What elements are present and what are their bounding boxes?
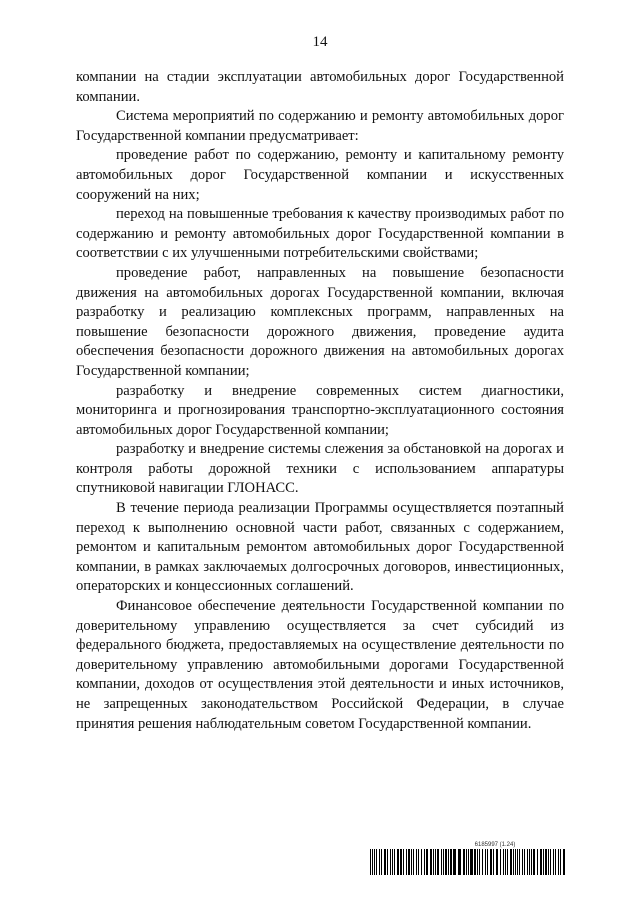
barcode-bar: [463, 849, 465, 875]
barcode-bar: [443, 849, 444, 875]
barcode-bar: [533, 849, 535, 875]
barcode-bar: [555, 849, 556, 875]
paragraph-2: проведение работ по содержанию, ремонту и капитальному ремонту автомобильных дорог Государственной компании и искусственных сооружений на них;: [76, 147, 564, 203]
barcode-bar: [558, 849, 559, 875]
document-code: 6185997 (1.24): [474, 842, 516, 848]
barcode-bar: [376, 849, 377, 875]
barcode-bar: [500, 849, 501, 875]
barcode-bar: [424, 849, 425, 875]
barcode-bar: [370, 849, 371, 875]
barcode-bar: [411, 849, 412, 875]
barcode-bar: [477, 849, 478, 875]
barcode-bar: [413, 849, 414, 875]
page-number: 14: [312, 34, 328, 50]
barcode-bar: [390, 849, 391, 875]
barcode-bar: [430, 849, 432, 875]
barcode-bar: [548, 849, 549, 875]
barcode-bar: [474, 849, 476, 875]
barcode-bar: [416, 849, 417, 875]
barcode-bar: [392, 849, 393, 875]
barcode-bar: [453, 849, 456, 875]
barcode-bar: [543, 849, 544, 875]
barcode-bar: [403, 849, 404, 875]
barcode-bar: [545, 849, 547, 875]
barcode-bar: [441, 849, 442, 875]
barcode-bar: [531, 849, 532, 875]
barcode-bar: [553, 849, 554, 875]
barcode-bar: [540, 849, 542, 875]
barcode-bar: [527, 849, 528, 875]
barcode-bar: [485, 849, 486, 875]
barcode-bar: [384, 849, 386, 875]
barcode-bar: [418, 849, 419, 875]
paragraph-3: переход на повышенные требования к качеству производимых работ по содержанию и ремонту автомобильных дорог Государственной компании в соответствии с их улучшенными потребительскими свойствами;: [76, 206, 564, 262]
barcode-bar: [437, 849, 439, 875]
barcode-bar: [435, 849, 436, 875]
barcode-bar: [524, 849, 525, 875]
barcode-bar: [493, 849, 494, 875]
barcode-bar: [510, 849, 512, 875]
barcode-bar: [550, 849, 551, 875]
barcode-bar: [387, 849, 388, 875]
barcode-bar: [445, 849, 447, 875]
barcode-bar: [421, 849, 422, 875]
barcode-bar: [519, 849, 520, 875]
barcode-bar: [487, 849, 488, 875]
barcode-bar: [529, 849, 530, 875]
barcode-bar: [408, 849, 410, 875]
barcode-bar: [468, 849, 469, 875]
barcode-bar: [479, 849, 480, 875]
barcode-bar: [394, 849, 395, 875]
barcode-bar: [517, 849, 518, 875]
barcode-bar: [466, 849, 467, 875]
barcode-bar: [522, 849, 523, 875]
barcode-bar: [470, 849, 473, 875]
barcode-bar: [563, 849, 565, 875]
paragraph-5: разработку и внедрение современных систем диагностики, мониторинга и прогнозирования транспортно-эксплуатационного состояния автомобильных дорог Государственной компании;: [76, 382, 564, 438]
barcode-bar: [505, 849, 506, 875]
barcode-bar: [381, 849, 382, 875]
barcode-image: [370, 849, 566, 875]
barcode-bar: [513, 849, 514, 875]
barcode-bar: [397, 849, 399, 875]
barcode-bar: [448, 849, 449, 875]
barcode-bar: [426, 849, 428, 875]
barcode-bar: [379, 849, 380, 875]
barcode-bar: [372, 849, 373, 875]
barcode-bar: [507, 849, 508, 875]
paragraph-8: Финансовое обеспечение деятельности Государственной компании по доверительному управлению осуществляется за счет субсидий из федерального бюджета, предоставляемых на осуществление деятельности по доверительному управлению автомобильными дорогами Государственной компании, доходов от осуществления этой деятельности и иных источников, не запрещенных законодательством Российской Федерации, в случае принятия решения наблюдательным советом Государственной компании.: [76, 598, 564, 732]
barcode-bar: [374, 849, 375, 875]
barcode-bar: [560, 849, 561, 875]
barcode-bar: [496, 849, 498, 875]
barcode-bar: [458, 849, 461, 875]
barcode-bar: [406, 849, 407, 875]
paragraph-4: проведение работ, направленных на повышение безопасности движения на автомобильных дорогах Государственной компании, включая разработку и реализацию комплексных программ, направленных на повышение безопасности дорожного движения, проведение аудита обеспечения безопасности дорожного движения на автомобильных дорогах Государственной компании;: [76, 264, 564, 379]
barcode-bar: [482, 849, 483, 875]
barcode-bar: [400, 849, 402, 875]
paragraph-1: Система мероприятий по содержанию и ремонту автомобильных дорог Государственной компании предусматривает:: [76, 108, 564, 144]
barcode-bar: [450, 849, 452, 875]
barcode-bar: [433, 849, 434, 875]
barcode-bar: [537, 849, 538, 875]
barcode-bar: [503, 849, 504, 875]
paragraph-6: разработку и внедрение системы слежения за обстановкой на дорогах и контроля работы дорожной техники с использованием аппаратуры спутниковой навигации ГЛОНАСС.: [76, 441, 564, 497]
barcode-bar: [490, 849, 492, 875]
paragraph-7: В течение периода реализации Программы осуществляется поэтапный переход к выполнению основной части работ, связанных с содержанием, ремонтом и капитальным ремонтом автомобильных дорог Государственной компании, в рамках заключаемых долгосрочных договоров, инвестиционных, операторских и концессионных соглашений.: [76, 500, 564, 595]
paragraph-0: компании на стадии эксплуатации автомобильных дорог Государственной компании.: [76, 69, 564, 105]
barcode-bar: [515, 849, 516, 875]
document-body: [76, 68, 564, 734]
